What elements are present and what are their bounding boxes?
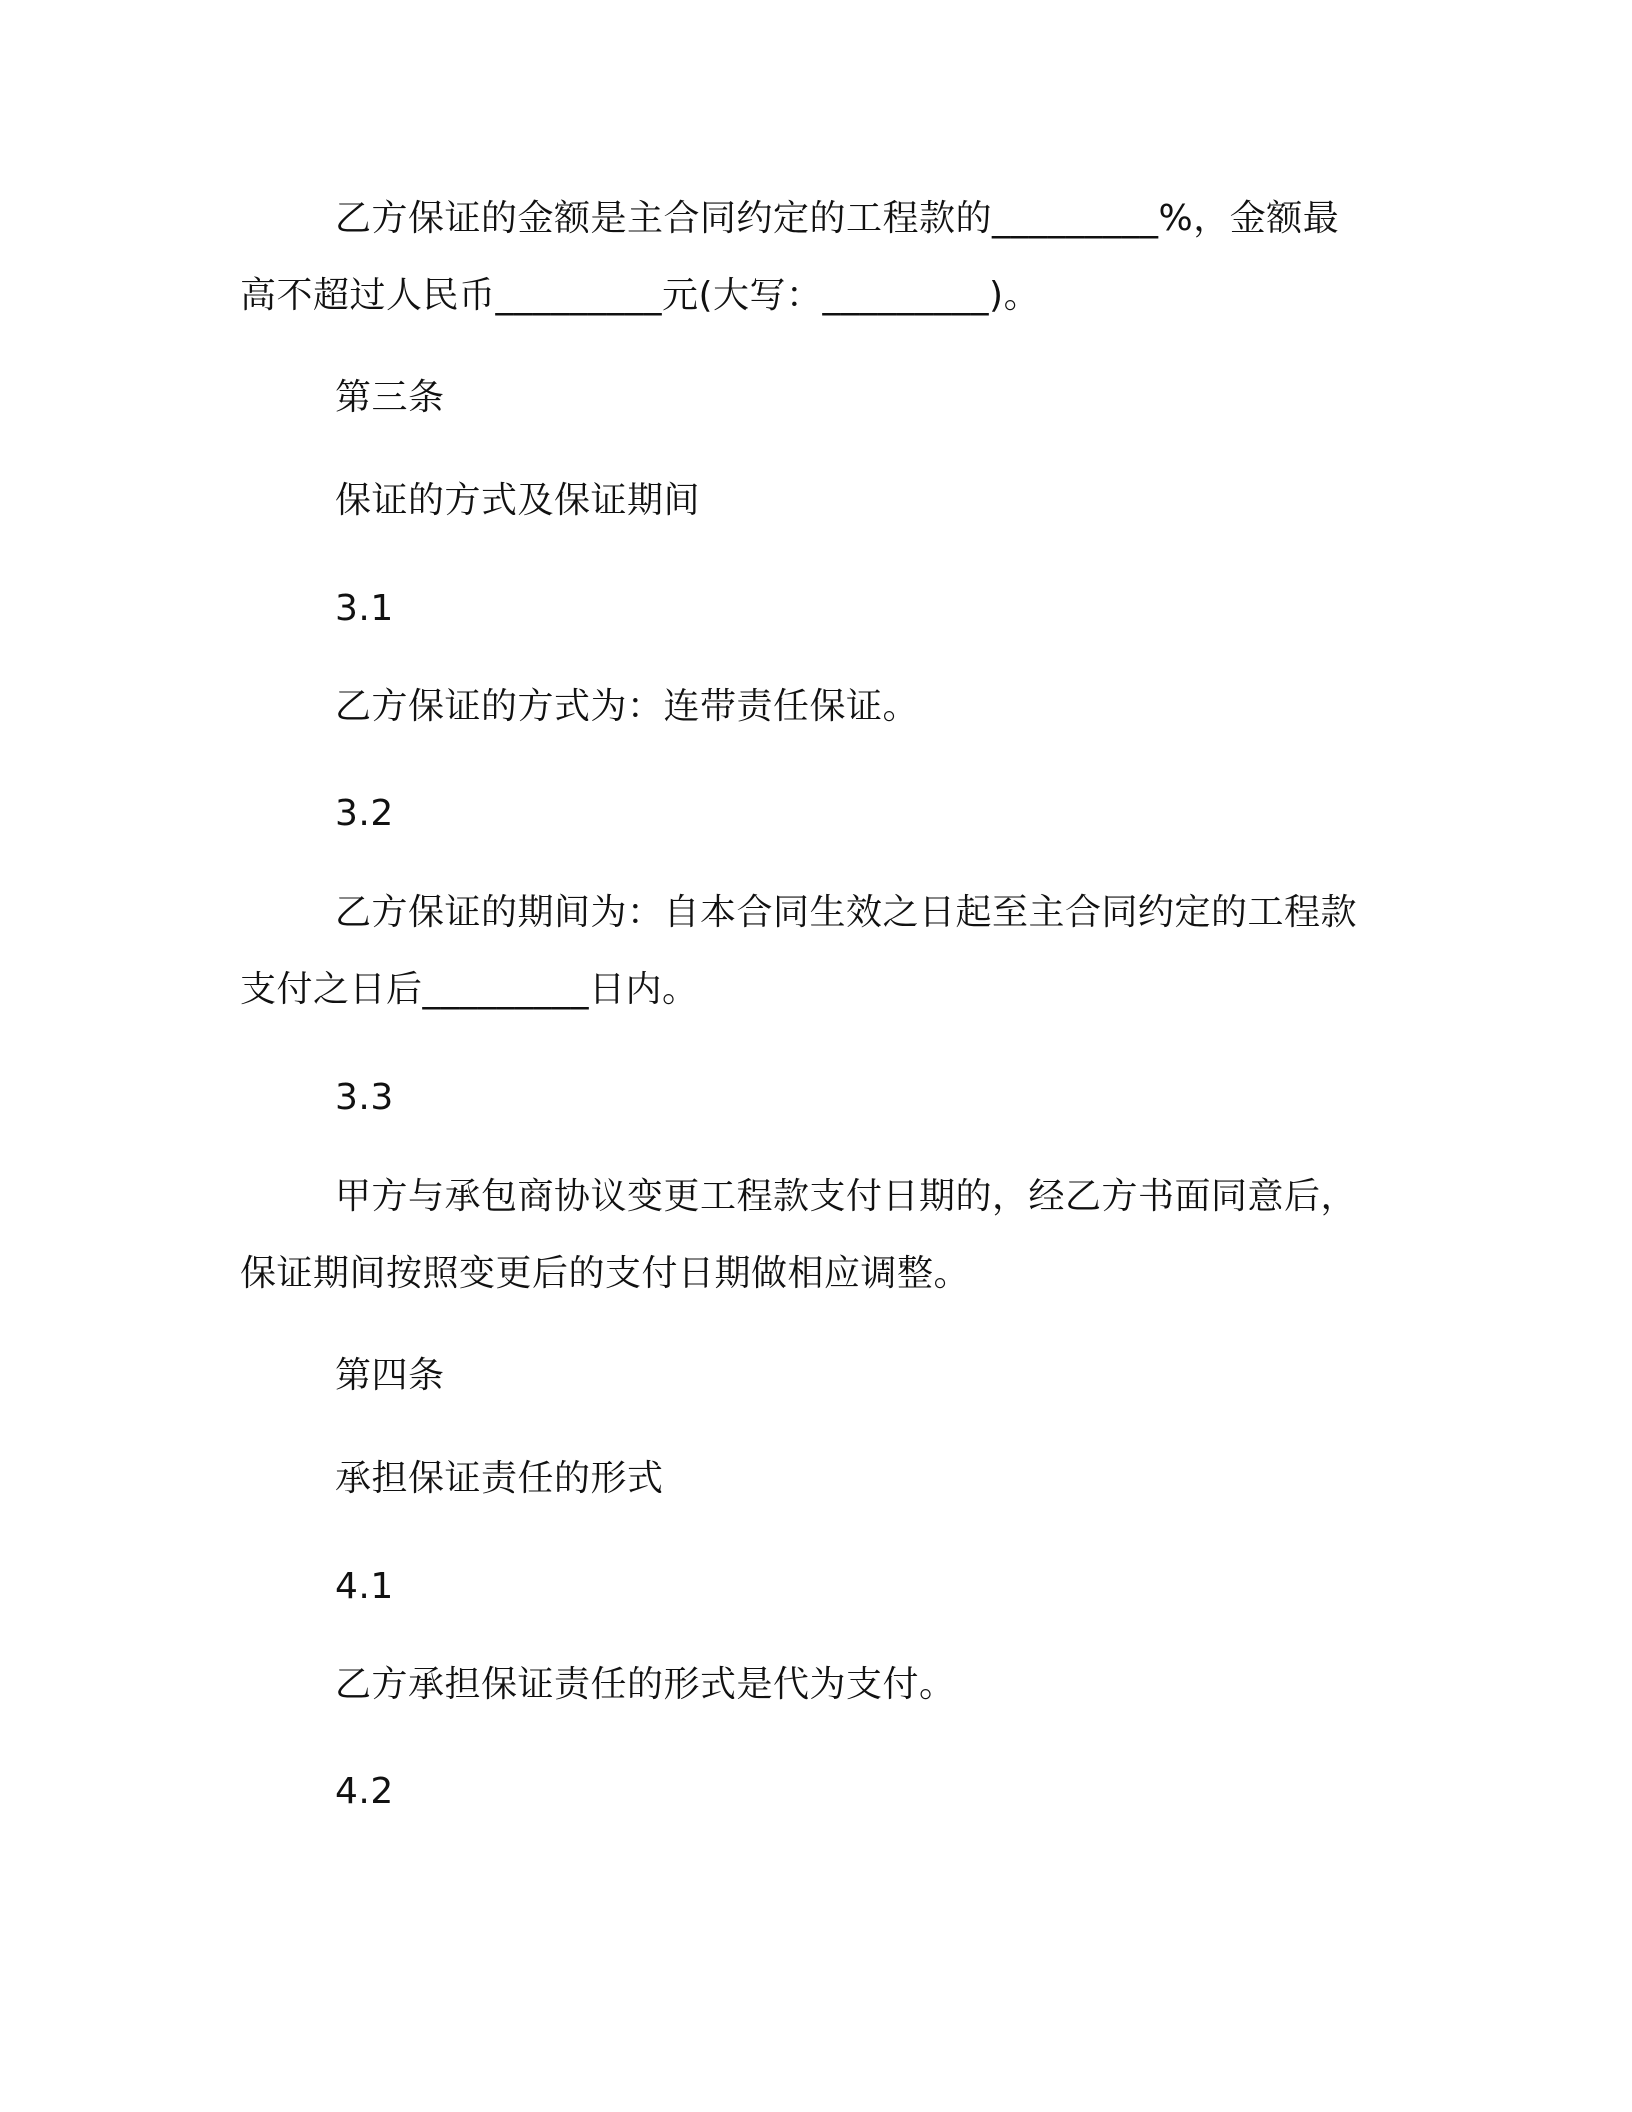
clause-3-1-text: 乙方保证的方式为：连带责任保证。 [335,686,920,727]
clause-3-3-number: 3.3 [335,1077,394,1118]
clause-3-3-text-line-1: 甲方与承包商协议变更工程款支付日期的，经乙方书面同意后， [335,1176,1358,1217]
article-four-heading: 第四条 [335,1355,445,1396]
article-four-title: 承担保证责任的形式 [335,1458,664,1499]
clause-3-2-text-line-1: 乙方保证的期间为：自本合同生效之日起至主合同约定的工程款 [335,892,1358,933]
article-three-heading: 第三条 [335,377,445,418]
clause-3-1-number: 3.1 [335,588,394,629]
clause-3-3-text-line-2: 保证期间按照变更后的支付日期做相应调整。 [240,1253,971,1294]
paragraph-guarantee-amount-line-1: 乙方保证的金额是主合同约定的工程款的_________%，金额最 [335,198,1340,239]
article-three-title: 保证的方式及保证期间 [335,480,701,521]
clause-3-2-text-line-2: 支付之日后_________日内。 [240,969,699,1010]
clause-4-1-number: 4.1 [335,1566,394,1607]
clause-3-2-number: 3.2 [335,793,394,834]
paragraph-guarantee-amount-line-2: 高不超过人民币_________元(大写：_________)。 [240,275,1041,316]
clause-4-1-text: 乙方承担保证责任的形式是代为支付。 [335,1664,956,1705]
clause-4-2-number: 4.2 [335,1771,394,1812]
